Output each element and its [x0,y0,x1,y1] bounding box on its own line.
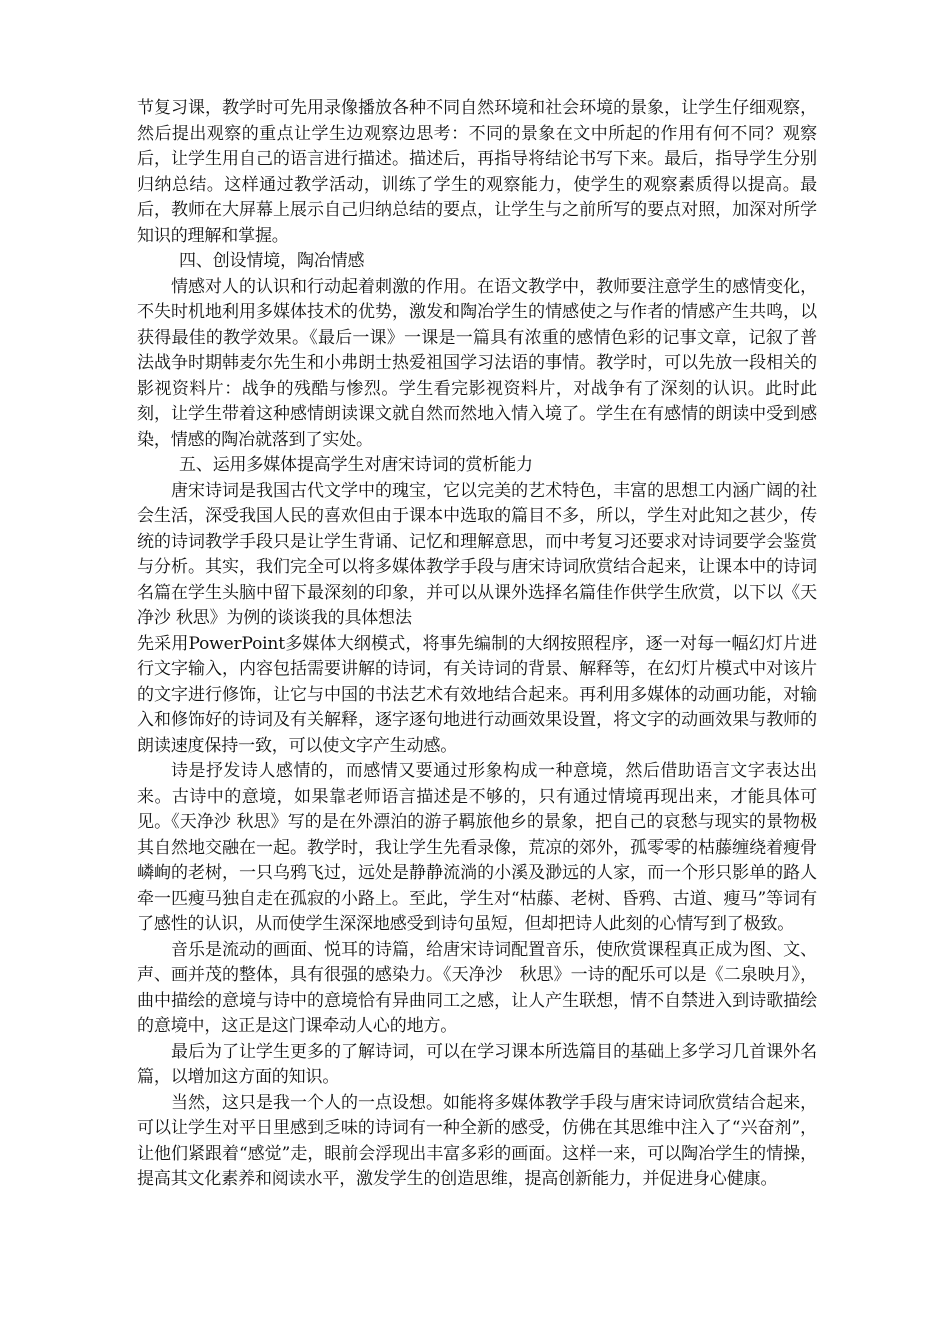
paragraph-music: 音乐是流动的画面、悦耳的诗篇，给唐宋诗词配置音乐，使欣赏课程真正成为图、文、声、画并茂的整体，具有很强的感染力。《天净沙 秋思》一诗的配乐可以是《二泉映月》，曲中描绘的意境与诗中的意境恰有异曲同工之感，让人产生联想，情不自禁进入到诗歌描绘的意境中，这正是这门课牵动人心的地方。 [137,939,817,1036]
paragraph-emotion: 情感对人的认识和行动起着刺激的作用。在语文教学中，教师要注意学生的感情变化，不失时机地利用多媒体技术的优势，激发和陶冶学生的情感使之与作者的情感产生共鸣，以获得最佳的教学效果。《最后一课》一课是一篇具有浓重的感情色彩的记事文章，记叙了普法战争时期韩麦尔先生和小弗朗士热爱祖国学习法语的事情。教学时，可以先放一段相关的影视资料片：战争的残酷与惨烈。学生看完影视资料片，对战争有了深刻的认识。此时此刻，让学生带着这种感情朗读课文就自然而然地入情入境了。学生在有感情的朗读中受到感染，情感的陶冶就落到了实处。 [137,276,817,450]
document-body [137,96,817,1193]
paragraph-tang-song-poetry: 唐宋诗词是我国古代文学中的瑰宝，它以完美的艺术特色，丰富的思想工内涵广阔的社会生活，深受我国人民的喜欢但由于课本中选取的篇目不多，所以，学生对此知之甚少，传统的诗词教学手段只是让学生背诵、记忆和理解意思，而中考复习还要求对诗词要学会鉴赏与分析。其实，我们完全可以将多媒体教学手段与唐宋诗词欣赏结合起来，让课本中的诗词名篇在学生头脑中留下最深刻的印象，并可以从课外选择名篇佳作供学生欣赏，以下以《天净沙 秋思》为例的谈谈我的具体想法 [137,480,817,628]
paragraph-extra-reading: 最后为了让学生更多的了解诗词，可以在学习课本所选篇目的基础上多学习几首课外名篇，以增加这方面的知识。 [137,1041,817,1087]
paragraph-review-lesson: 节复习课，教学时可先用录像播放各种不同自然环境和社会环境的景象，让学生仔细观察，然后提出观察的重点让学生边观察边思考：不同的景象在文中所起的作用有何不同？观察后，让学生用自己的语言进行描述。描述后，再指导将结论书写下来。最后，指导学生分别归纳总结。这样通过教学活动，训练了学生的观察能力，使学生的观察素质得以提高。最后，教师在大屏幕上展示自己归纳总结的要点，让学生与之前所写的要点对照，加深对所学知识的理解和掌握。 [137,98,817,246]
paragraph-poetic-mood: 诗是抒发诗人感情的，而感情又要通过形象构成一种意境，然后借助语言文字表达出来。古诗中的意境，如果靠老师语言描述是不够的，只有通过情境再现出来，才能具体可见。《天净沙 秋思》写的是在外漂泊的游子羁旅他乡的景象，把自己的哀愁与现实的景物极其自然地交融在一起。教学时，我让学生先看录像，荒凉的郊外，孤零零的枯藤缠绕着瘦骨嶙峋的老树，一只乌鸦飞过，远处是静静流淌的小溪及渺远的人家，而一个形只影单的路人牵一匹瘦马独自走在孤寂的小路上。至此，学生对“枯藤、老树、昏鸦、古道、瘦马”等词有了感性的认识，从而使学生深深地感受到诗句虽短，但却把诗人此刻的心情写到了极致。 [137,761,817,934]
paragraph-powerpoint: 先采用PowerPoint多媒体大纲模式，将事先编制的大纲按照程序，逐一对每一幅幻灯片进行文字输入，内容包括需要讲解的诗词，有关诗词的背景、解释等，在幻灯片模式中对该片的文字进行修饰，让它与中国的书法艺术有效地结合起来。再利用多媒体的动画功能，对输入和修饰好的诗词及有关解释，逐字逐句地进行动画效果设置，将文字的动画效果与教师的朗读速度保持一致，可以使文字产生动感。 [137,633,817,756]
section-heading-4: 四、创设情境，陶冶情感 [179,251,365,271]
paragraph-conclusion: 当然，这只是我一个人的一点设想。如能将多媒体教学手段与唐宋诗词欣赏结合起来，可以让学生对平日里感到乏味的诗词有一种全新的感受，仿佛在其思维中注入了“兴奋剂”，让他们紧跟着“感觉”走，眼前会浮现出丰富多彩的画面。这样一来，可以陶冶学生的情操，提高其文化素养和阅读水平，激发学生的创造思维，提高创新能力，并促进身心健康。 [137,1092,817,1189]
section-heading-5: 五、运用多媒体提高学生对唐宋诗词的赏析能力 [179,455,533,475]
